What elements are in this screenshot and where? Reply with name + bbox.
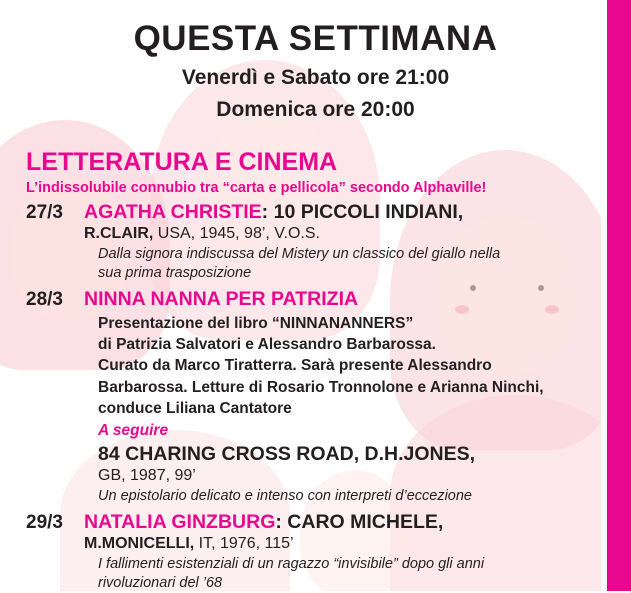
- event-item: [26, 287, 591, 506]
- event-title-line: NATALIA GINZBURG: CARO MICHELE,: [84, 510, 444, 533]
- event-credits-rest: USA, 1945, 98’, V.O.S.: [157, 224, 320, 242]
- program-section: [0, 149, 631, 593]
- event-body-line: di Patrizia Salvatori e Alessandro Barbarossa.: [98, 336, 436, 354]
- a-seguire-label: A seguire: [98, 421, 169, 439]
- event-description-line: Dalla signora indiscussa del Mistery un classico del giallo nella: [98, 245, 501, 262]
- event-body-line: conduce Liliana Cantatore: [98, 399, 292, 417]
- event-title-line: [84, 287, 591, 311]
- event-credits-rest: IT, 1976, 115’: [198, 535, 294, 553]
- right-magenta-band: [607, 0, 631, 591]
- event-film-title: 10 PICCOLI INDIANI,: [273, 200, 464, 223]
- event-description-line: Un epistolario delicato e intenso con interpreti d’eccezione: [98, 487, 472, 504]
- event-date: 27/3: [26, 201, 63, 223]
- event-details: [84, 510, 591, 593]
- event-director: M.MONICELLI,: [84, 535, 195, 553]
- page-title: QUESTA SETTIMANA: [133, 19, 498, 58]
- event-date: 28/3: [26, 288, 63, 310]
- event-details: [84, 287, 591, 506]
- event-title: NINNA NANNA PER PATRIZIA: [84, 287, 359, 310]
- event-item: [26, 200, 591, 283]
- event-film-title: CARO MICHELE,: [287, 510, 444, 533]
- event-credits-line: [84, 466, 591, 487]
- event-title-line: AGATHA CHRISTIE: 10 PICCOLI INDIANI,: [84, 200, 464, 223]
- event-title-line: [84, 442, 591, 466]
- event-film-title: 84 CHARING CROSS ROAD,: [98, 442, 360, 465]
- section-title: LETTERATURA E CINEMA: [26, 148, 338, 176]
- event-body-line: Curato da Marco Tiratterra. Sarà presente Alessandro: [98, 357, 492, 375]
- poster-header: [0, 0, 631, 123]
- event-item: [26, 510, 591, 593]
- showtimes-line-1: Venerdì e Sabato ore 21:00: [181, 65, 450, 89]
- event-details: [84, 200, 591, 283]
- event-date: 29/3: [26, 511, 63, 533]
- event-description-line: I fallimenti esistenziali di un ragazzo “invisibile” dopo gli anni: [98, 556, 485, 573]
- event-credits-line: [84, 224, 591, 245]
- showtimes-line-2: Domenica ore 20:00: [216, 97, 415, 121]
- event-director: R.CLAIR,: [84, 224, 154, 242]
- event-author: AGATHA CHRISTIE: [84, 200, 262, 223]
- event-description-line: rivoluzionari del ’68: [98, 575, 223, 592]
- event-description-line: sua prima trasposizione: [98, 264, 252, 281]
- event-body-line: Presentazione del libro “NINNANANNERS”: [98, 315, 414, 333]
- event-author: NATALIA GINZBURG: [84, 510, 276, 533]
- event-credits-line: [84, 534, 591, 555]
- event-director: D.H.JONES,: [364, 442, 476, 465]
- event-credits-rest: GB, 1987, 99’: [98, 466, 196, 484]
- section-tagline: L’indissolubile connubio tra “carta e pellicola” secondo Alphaville!: [26, 179, 487, 196]
- event-body-line: Barbarossa. Letture di Rosario Tronnolone e Arianna Ninchi,: [98, 378, 544, 396]
